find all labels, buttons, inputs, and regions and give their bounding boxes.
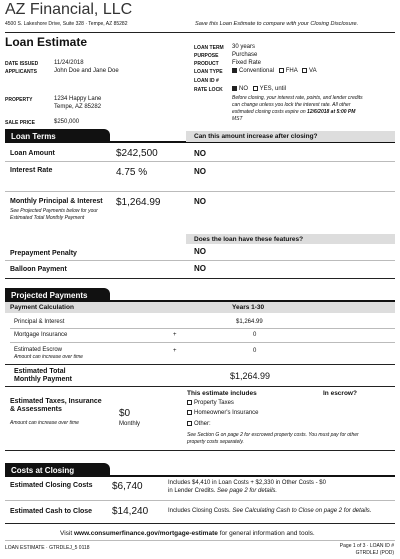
cash-to-close-desc-a: Includes Closing Costs. xyxy=(168,508,231,514)
monthly-pi-answer: NO xyxy=(194,197,206,206)
rate-lock-note-3 xyxy=(232,109,355,115)
property-taxes-label: Property Taxes xyxy=(194,400,234,407)
monthly-pi-label: Monthly Principal & Interest xyxy=(10,198,103,205)
other-label: Other: xyxy=(194,421,211,428)
property-label: PROPERTY xyxy=(5,97,33,103)
escrow-row-plus: + xyxy=(173,348,177,354)
save-note: Save this Loan Estimate to compare with your Closing Disclosure. xyxy=(195,21,359,27)
rate-lock-options xyxy=(232,86,286,92)
closing-costs-value: $6,740 xyxy=(112,481,143,492)
page-number: Page 1 of 3 · LOAN ID # xyxy=(339,543,394,549)
mi-row-plus: + xyxy=(173,332,177,338)
cash-to-close-desc-b: See Calculating Cash to Close on page 2 for details. xyxy=(232,508,372,514)
projected-payments-tab: Projected Payments xyxy=(5,288,110,301)
payment-calc-label: Payment Calculation xyxy=(10,304,74,311)
homeowners-label: Homeowner's Insurance xyxy=(194,410,259,417)
taxes-amount: $0 xyxy=(119,408,131,419)
rate-lock-yes-checkbox[interactable] xyxy=(253,86,258,91)
loan-type-label: LOAN TYPE xyxy=(194,69,223,75)
applicants-label: APPLICANTS xyxy=(5,69,37,75)
monthly-pi-value: $1,264.99 xyxy=(116,197,161,208)
fha-label: FHA xyxy=(285,68,298,75)
company-address: 4500 S. Lakeshore Drive, Suite 328 · Tempe, AZ 85282 xyxy=(5,21,128,27)
escrow-row-note: Amount can increase over time xyxy=(14,354,83,360)
interest-rate-value: 4.75 % xyxy=(116,167,148,178)
va-checkbox[interactable] xyxy=(302,68,307,73)
includes-header: This estimate includes xyxy=(187,390,257,397)
homeowners-checkbox[interactable] xyxy=(187,410,192,415)
prepayment-label: Prepayment Penalty xyxy=(10,250,77,257)
interest-rate-answer: NO xyxy=(194,167,206,176)
property-line1: 1234 Happy Lane xyxy=(54,96,102,102)
date-issued-value: 11/24/2018 xyxy=(54,60,84,66)
sale-price-value: $250,000 xyxy=(54,119,80,125)
purpose-value: Purchase xyxy=(232,52,258,58)
rate-lock-note-3-text: estimated closing costs expire on xyxy=(232,109,306,115)
rate-lock-note-1: Before closing, your interest rate, points, and lender credits xyxy=(232,95,363,101)
loan-term-value: 30 years xyxy=(232,44,256,50)
mi-row-label: Mortgage Insurance xyxy=(14,332,68,338)
include-other xyxy=(187,421,211,427)
rate-lock-no-label: NO xyxy=(239,86,248,93)
monthly-pi-note-1: See Projected Payments below for your xyxy=(10,208,98,214)
product-label: PRODUCT xyxy=(194,61,219,67)
closing-costs-desc-2 xyxy=(168,488,277,494)
loan-amount-label: Loan Amount xyxy=(10,150,55,157)
rate-lock-note-2: can change unless you lock the interest rate. All other xyxy=(232,102,351,108)
date-issued-label: DATE ISSUED xyxy=(5,61,39,67)
purpose-label: PURPOSE xyxy=(194,53,219,59)
visit-post: for general information and tools. xyxy=(219,530,315,537)
loan-terms-question-header: Can this amount increase after closing? xyxy=(194,133,318,140)
applicants-value: John Doe and Jane Doe xyxy=(54,68,119,74)
cash-to-close-desc xyxy=(168,508,371,514)
loan-term-label: LOAN TERM xyxy=(194,45,224,51)
prepayment-answer: NO xyxy=(194,247,206,256)
loan-amount-value: $242,500 xyxy=(116,148,158,159)
rate-lock-no-checkbox[interactable] xyxy=(232,86,237,91)
total-monthly-label-1: Estimated Total xyxy=(14,368,66,375)
in-escrow-header: In escrow? xyxy=(323,390,357,397)
conventional-checkbox[interactable] xyxy=(232,68,237,73)
rate-lock-tz: MST xyxy=(232,116,243,122)
taxes-period: Monthly xyxy=(119,421,141,427)
pi-row-label: Principal & Interest xyxy=(14,319,65,325)
see-section-g-1: See Section G on page 2 for escrowed property costs. You must pay for other xyxy=(187,432,359,438)
conventional-label: Conventional xyxy=(239,68,275,75)
closing-costs-desc-2b: See page 2 for details. xyxy=(217,488,278,494)
other-checkbox[interactable] xyxy=(187,421,192,426)
loan-type-options xyxy=(232,68,317,74)
cash-to-close-label: Estimated Cash to Close xyxy=(10,508,93,515)
taxes-label-1: Estimated Taxes, Insurance xyxy=(10,398,102,405)
monthly-pi-note-2: Estimated Total Monthly Payment xyxy=(10,215,85,221)
taxes-note: Amount can increase over time xyxy=(10,420,79,426)
balloon-label: Balloon Payment xyxy=(10,266,67,273)
total-monthly-label-2: Monthly Payment xyxy=(14,376,72,383)
balloon-answer: NO xyxy=(194,264,206,273)
taxes-label-2: & Assessments xyxy=(10,406,62,413)
escrow-row-value: 0 xyxy=(253,348,257,354)
see-section-g-2: property costs separately. xyxy=(187,439,244,445)
features-question-header: Does the loan have these features? xyxy=(194,236,304,243)
property-taxes-checkbox[interactable] xyxy=(187,400,192,405)
product-value: Fixed Rate xyxy=(232,60,262,66)
rate-lock-yes-label: YES, until xyxy=(259,86,287,93)
pi-row-value: $1,264.99 xyxy=(236,319,263,325)
closing-costs-desc-1: Includes $4,410 in Loan Costs + $2,330 in Other Costs - $0 xyxy=(168,480,326,486)
loan-terms-tab: Loan Terms xyxy=(5,129,110,142)
property-line2: Tempe, AZ 85282 xyxy=(54,104,102,110)
total-monthly-value: $1,264.99 xyxy=(230,371,271,381)
page-loan-id: GTRDLEJ (POD) xyxy=(355,550,394,556)
visit-line xyxy=(60,530,315,537)
loan-id-label: LOAN ID # xyxy=(194,78,219,84)
costs-at-closing-tab: Costs at Closing xyxy=(5,463,110,476)
rate-lock-date: 12/6/2018 at 5:00 PM xyxy=(307,109,356,115)
cash-to-close-value: $14,240 xyxy=(112,506,149,517)
visit-pre: Visit xyxy=(60,530,73,537)
form-id: LOAN ESTIMATE · GTRDLEJ_5 0118 xyxy=(5,545,90,551)
company-name: AZ Financial, LLC xyxy=(5,1,133,18)
va-label: VA xyxy=(309,68,317,75)
closing-costs-desc-2a: in Lender Credits. xyxy=(168,488,216,494)
closing-costs-label: Estimated Closing Costs xyxy=(10,482,93,489)
years-label: Years 1-30 xyxy=(232,304,265,311)
rate-lock-label: RATE LOCK xyxy=(194,87,223,93)
sale-price-label: SALE PRICE xyxy=(5,120,36,126)
escrow-row-label: Estimated Escrow xyxy=(14,347,63,353)
page-title: Loan Estimate xyxy=(5,35,88,49)
fha-checkbox[interactable] xyxy=(279,68,284,73)
visit-url-link[interactable]: www.consumerfinance.gov/mortgage-estimate xyxy=(73,530,218,537)
include-homeowners xyxy=(187,410,259,416)
interest-rate-label: Interest Rate xyxy=(10,167,53,174)
include-property-taxes xyxy=(187,400,234,406)
mi-row-value: 0 xyxy=(253,332,257,338)
loan-amount-answer: NO xyxy=(194,149,206,158)
